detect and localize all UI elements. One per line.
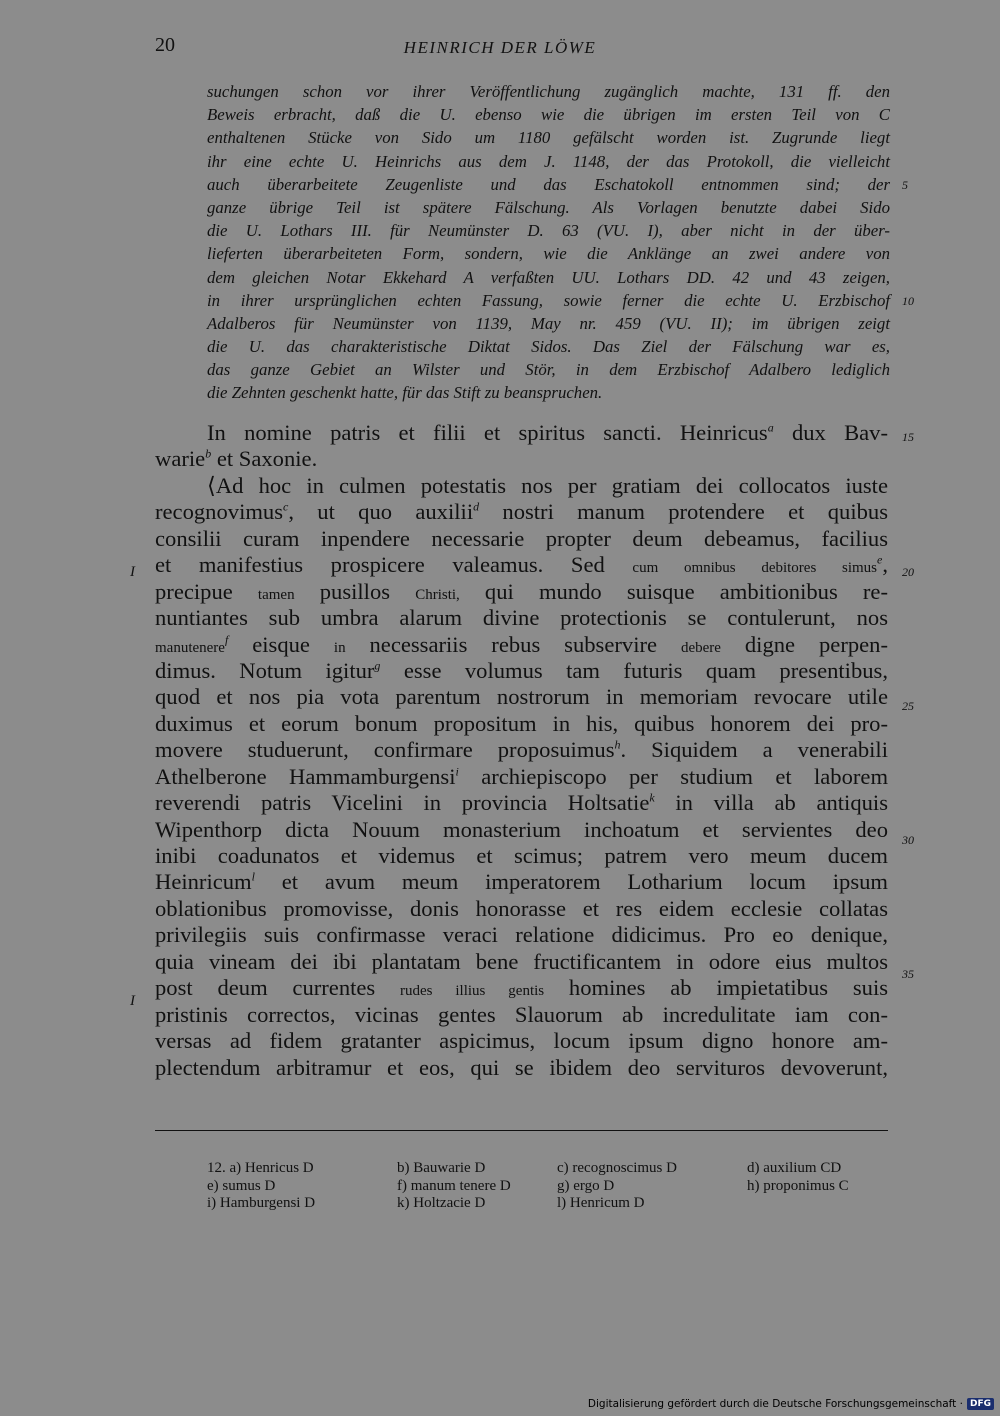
line-number: 20	[902, 565, 914, 579]
footnote	[747, 1195, 890, 1213]
text-line: post deum currentes rudes illius gentis homines ab impietatibus suis	[155, 975, 889, 1001]
text-line: reverendi patris Vicelini in provincia Holtsatie$^k$ in villa ab antiquis	[155, 790, 888, 816]
text-line: nuntiantes sub umbra alarum divine protectionis se contulerunt, nos	[155, 605, 888, 631]
text-line: manutenere$^f$ eisque in necessariis rebus subservire debere digne perpen-	[155, 631, 888, 657]
dfg-logo: DFG	[967, 1398, 994, 1410]
commentary-line: ihr eine echte U. Heinrichs aus dem J. 1148, der das Protokoll, die vielleicht	[207, 151, 890, 171]
text-line: Athelberone Hammamburgensi$^i$ archiepiscopo per studium et laborem	[155, 763, 889, 789]
commentary-line: enthaltenen Stücke von Sido um 1180 gefälscht worden ist. Zugrunde liegt	[207, 128, 890, 148]
footnote-rule	[155, 1130, 888, 1131]
text-line: In nomine patris et filii et spiritus sancti. Heinricus$^a$ dux Bav-	[207, 420, 888, 445]
charter-text	[155, 420, 888, 1081]
text-line: recognovimus$^c$, ut quo auxilii$^d$ nostri manum protendere et quibus	[155, 499, 888, 525]
line-number: 25	[902, 699, 914, 713]
credit-text: Digitalisierung gefördert durch die Deutsche Forschungsgemeinschaft ·	[587, 1398, 963, 1410]
text-line: consilii curam inpendere necessarie propter deum debeamus, facilius	[155, 525, 888, 551]
text-line: quod et nos pia vota parentum nostrorum in memoriam revocare utile	[155, 684, 888, 710]
running-title: HEINRICH DER LÖWE	[403, 38, 597, 57]
text-line: dimus. Notum igitur$^g$ esse volumus tam futuris quam presentibus,	[155, 657, 888, 683]
footnote: d) auxilium CD	[747, 1160, 842, 1176]
footnote: b) Bauwarie D	[397, 1160, 486, 1176]
footnote: c) recognoscimus D	[557, 1160, 677, 1176]
commentary-line: in ihrer ursprünglichen echten Fassung, sowie ferner die echte U. Erzbischof	[207, 290, 890, 310]
footnote: g) ergo D	[557, 1177, 615, 1194]
source-marker: I	[130, 564, 135, 580]
footnote-row	[207, 1160, 890, 1178]
source-marker: I	[130, 993, 135, 1009]
text-line: Wipenthorp dicta Nouum monasterium inchoatum et servientes deo	[155, 816, 888, 842]
text-line: precipue tamen pusillos Christi, qui mundo suisque ambitionibus re-	[155, 578, 888, 604]
page-number: 20	[155, 34, 175, 56]
footnote: 12. a) Henricus D	[207, 1160, 314, 1176]
commentary-line: die Zehnten geschenkt hatte, für das Stift zu beanspruchen.	[207, 383, 603, 403]
footnote: e) sumus D	[207, 1177, 276, 1194]
commentary-line: Adalberos für Neumünster von 1139, May nr. 459 (VU. II); im übrigen zeigt	[207, 313, 890, 333]
commentary-line: die U. das charakteristische Diktat Sidos. Das Ziel der Fälschung war es,	[207, 337, 890, 357]
text-line: et manifestius prospicere valeamus. Sed cum omnibus debitores simus$^e$,	[155, 552, 888, 578]
footnote: l) Henricum D	[557, 1195, 645, 1211]
digitization-credit	[588, 1398, 994, 1410]
text-line: pristinis correctos, vicinas gentes Slauorum ab incredulitate iam con-	[155, 1001, 888, 1027]
line-number: 15	[902, 430, 914, 444]
text-line: quia vineam dei ibi plantatam bene fructificantem in odore eius multos	[155, 948, 888, 974]
footnote-row	[207, 1195, 890, 1213]
commentary-line: auch überarbeitete Zeugenliste und das Eschatokoll entnommen sind; der	[207, 174, 890, 194]
commentary-line: das ganze Gebiet an Wilster und Stör, in dem Erzbischof Adalbero lediglich	[207, 360, 890, 380]
commentary-line: dem gleichen Notar Ekkehard A verfaßten UU. Lothars DD. 42 und 43 zeigen,	[207, 267, 890, 287]
footnote: i) Hamburgensi D	[207, 1195, 316, 1211]
text-line: privilegiis suis confirmasse veraci relatione didicimus. Pro eo denique,	[155, 922, 888, 948]
footnote-row	[207, 1178, 890, 1196]
commentary-line: suchungen schon vor ihrer Veröffentlichung zugänglich machte, 131 ff. den	[207, 82, 890, 101]
intro-commentary	[207, 80, 890, 405]
text-line: Heinricum$^l$ et avum meum imperatorem Lotharium locum ipsum	[155, 869, 888, 895]
commentary-line: die U. Lothars III. für Neumünster D. 63 (VU. I), aber nicht in der über-	[207, 221, 890, 241]
text-line: versas ad fidem gratanter aspicimus, locum ipsum digno honore am-	[155, 1028, 888, 1054]
footnote: f) manum tenere D	[397, 1177, 511, 1194]
text-line: movere studuerunt, confirmare proposuimus$^h$. Siquidem a venerabili	[155, 737, 888, 763]
footnote: k) Holtzacie D	[397, 1195, 486, 1211]
line-number: 5	[902, 178, 908, 192]
line-number: 10	[902, 294, 914, 308]
text-line: oblationibus promovisse, donis honorasse et res eidem ecclesie collatas	[155, 895, 888, 921]
commentary-line: Beweis erbracht, daß die U. ebenso wie die übrigen im ersten Teil von C	[207, 105, 890, 125]
line-number: 30	[902, 833, 914, 847]
text-line: ⟨Ad hoc in culmen potestatis nos per gratiam dei collocatos iuste	[207, 472, 888, 498]
text-line: warie$^b$ et Saxonie.	[155, 446, 318, 472]
text-line: inibi coadunatos et videmus et scimus; patrem vero meum ducem	[155, 843, 888, 868]
footnotes	[207, 1160, 890, 1213]
text-line: plectendum arbitramur et eos, qui se ibidem deo servituros devoverunt,	[155, 1054, 888, 1080]
commentary-line: ganze übrige Teil ist spätere Fälschung. Als Vorlagen benutzte dabei Sido	[207, 197, 890, 217]
line-number: 35	[902, 967, 914, 981]
text-line: duximus et eorum bonum propositum in his, quibus honorem dei pro-	[155, 710, 888, 736]
commentary-line: lieferten überarbeiteten Form, sondern, wie die Anklänge an zwei andere von	[207, 244, 890, 264]
footnote: h) proponimus C	[747, 1177, 849, 1194]
